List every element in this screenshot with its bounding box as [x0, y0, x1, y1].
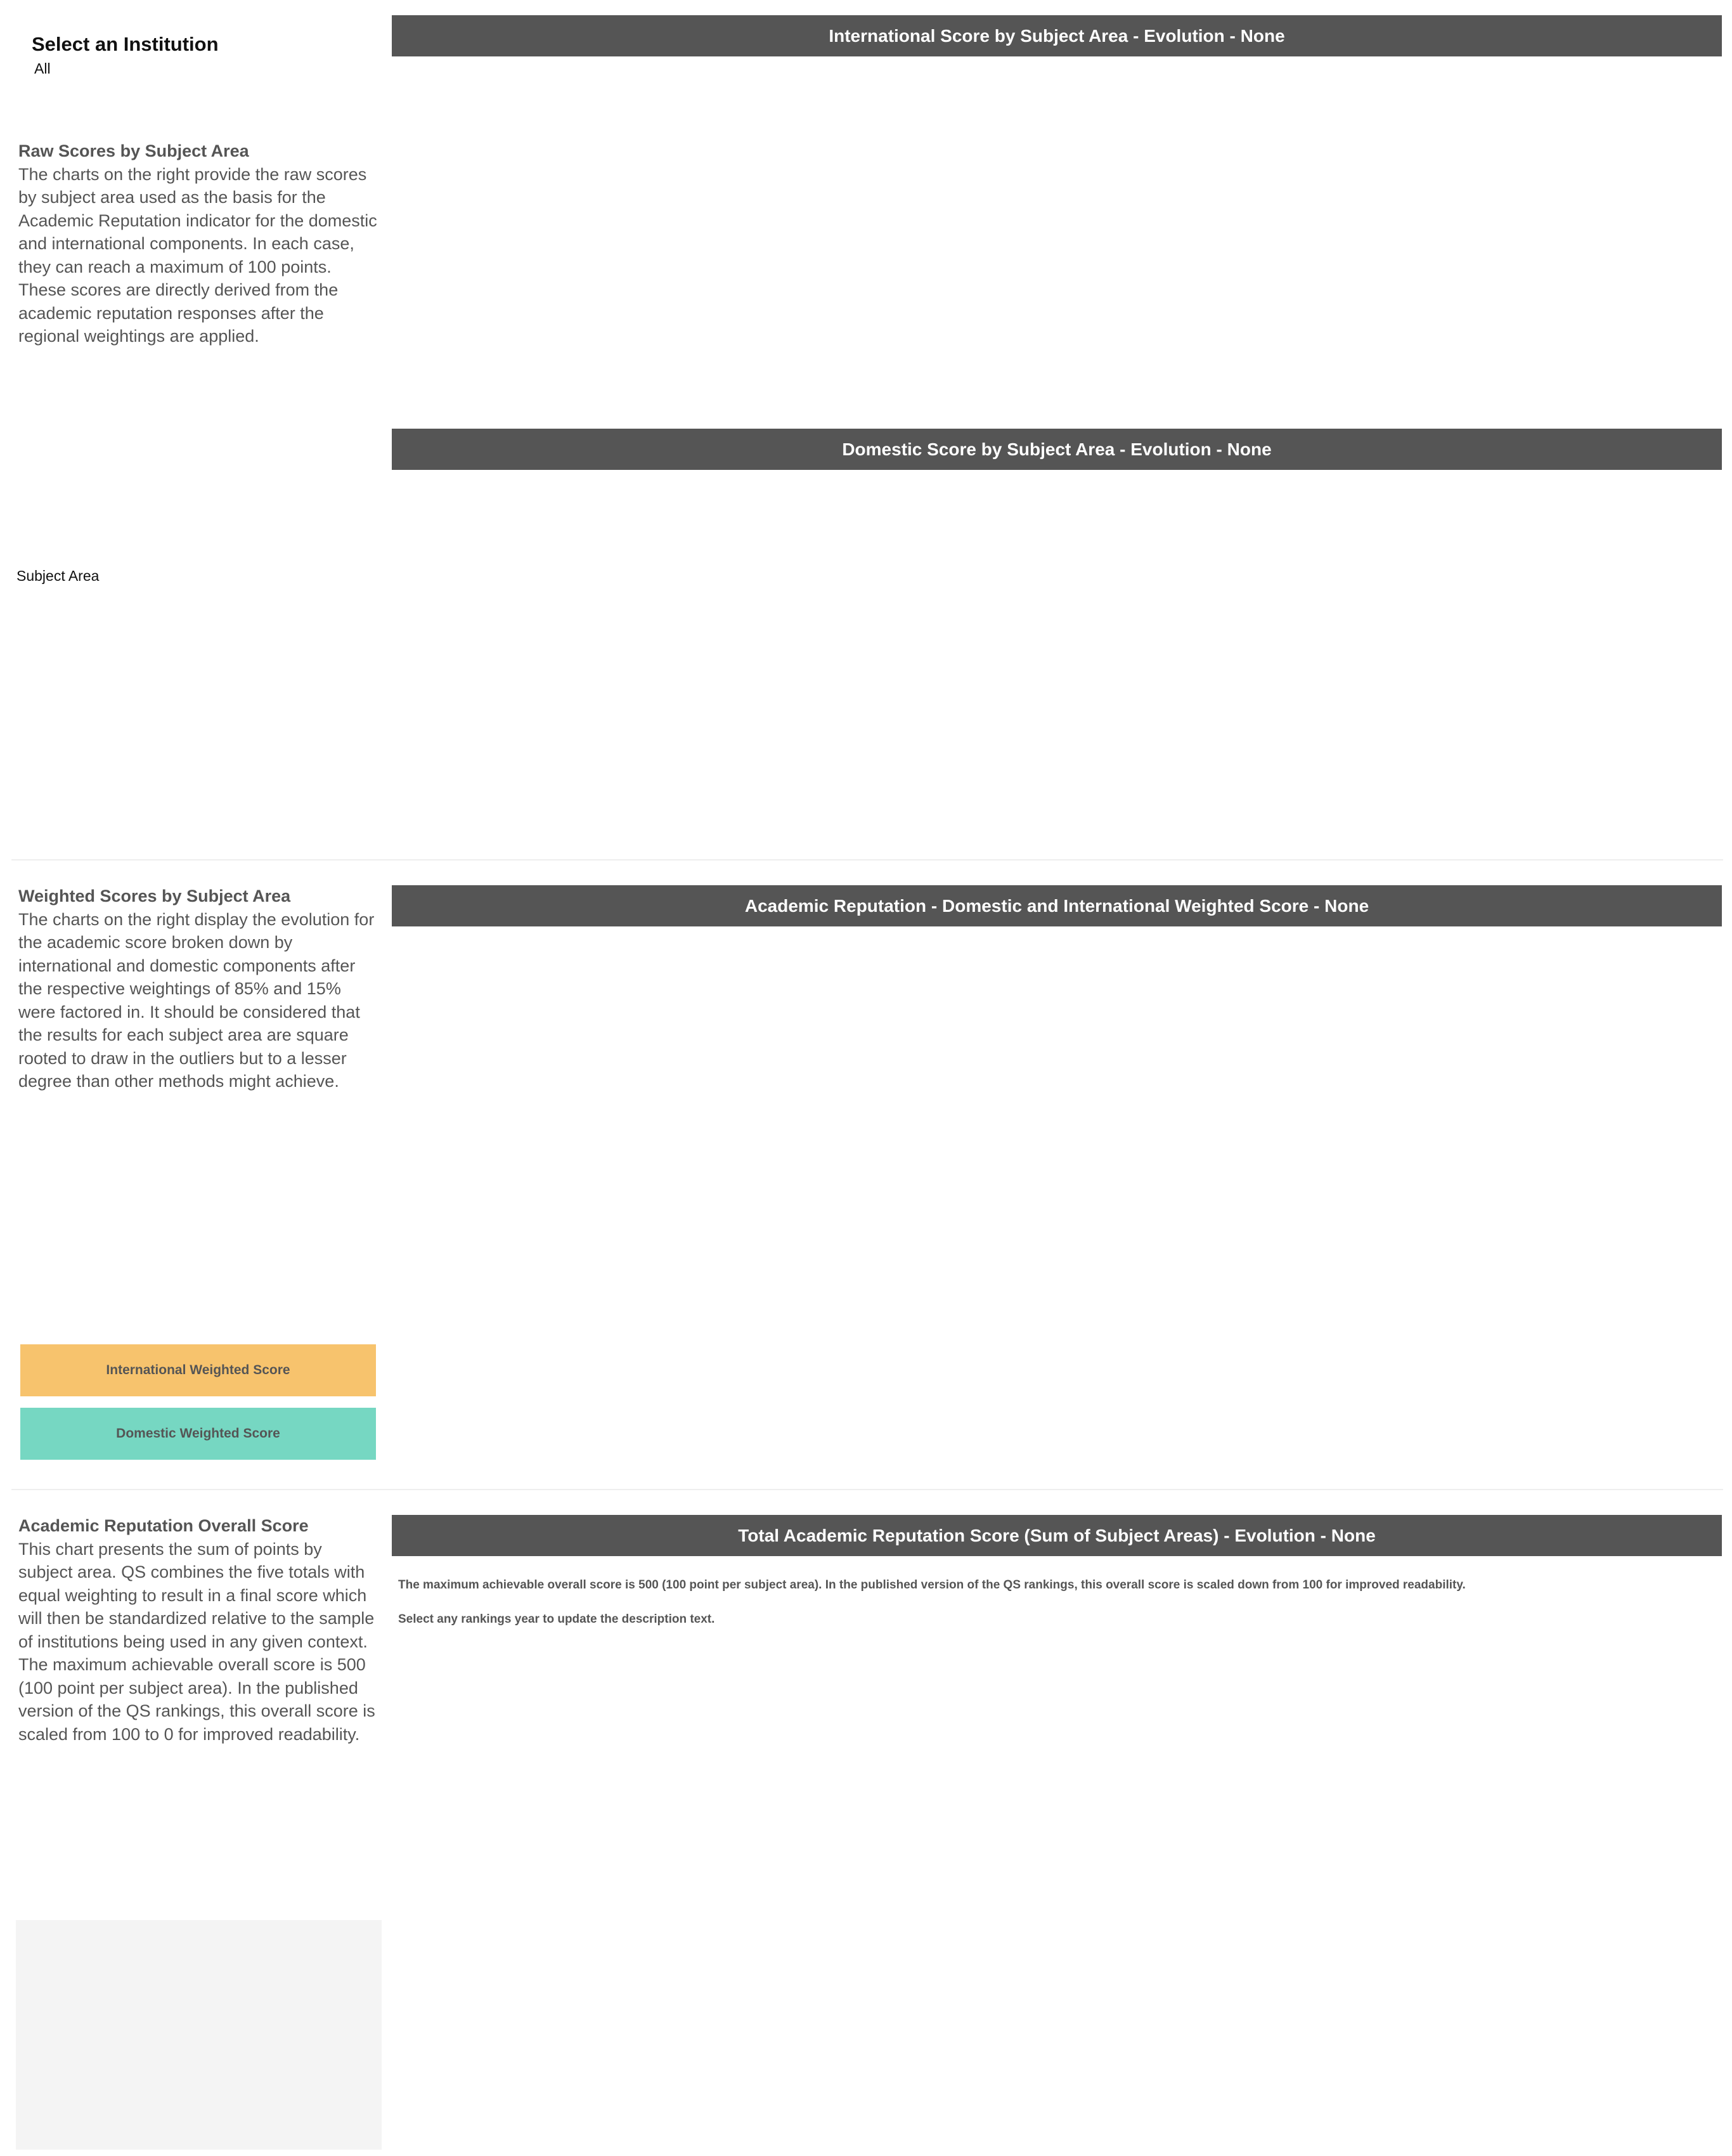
domestic-score-chart-header: Domestic Score by Subject Area - Evolution - None: [392, 429, 1722, 470]
placeholder-panel: [16, 1920, 382, 2150]
domestic-score-chart: [392, 470, 1722, 850]
overall-score-body: This chart presents the sum of points by subject area. QS combines the five totals with equal weighting to result in a final score which will then be standardized relative to the sample of institutions being used in any given context. The maximum achievable overall score is 500 (100 point per subject area). In the published version of the QS rankings, this overall score is scaled from 100 to 0 for improved readability.: [18, 1539, 375, 1744]
weighted-score-chart: [392, 926, 1722, 1478]
international-score-chart: [392, 56, 1722, 424]
rankings-year-hint: Select any rankings year to update the description text.: [398, 1613, 715, 1626]
total-score-note: The maximum achievable overall score is 500 (100 point per subject area). In the published version of the QS rankings, this overall score is scaled down from 100 for improved readability.: [398, 1578, 1466, 1592]
raw-scores-heading: Raw Scores by Subject Area: [18, 141, 249, 160]
raw-scores-description: [18, 140, 380, 348]
raw-scores-body: The charts on the right provide the raw scores by subject area used as the basis for the Academic Reputation indicator for the domestic and international components. In each case, they can reach a maximum of 100 points. These scores are directly derived from the academic reputation responses after the regional weightings are applied.: [18, 164, 377, 346]
weighted-scores-heading: Weighted Scores by Subject Area: [18, 886, 291, 906]
weighted-scores-body: The charts on the right display the evolution for the academic score broken down by international and domestic components after the respective weightings of 85% and 15% were factored in. It should be considered that the results for each subject area are square rooted to draw in the outliers but to a lesser degree than other methods might achieve.: [18, 909, 375, 1091]
international-score-chart-header: International Score by Subject Area - Evolution - None: [392, 15, 1722, 56]
overall-score-heading: Academic Reputation Overall Score: [18, 1516, 309, 1535]
institution-filter-title: Select an Institution: [32, 33, 219, 55]
total-score-chart-header: Total Academic Reputation Score (Sum of Subject Areas) - Evolution - None: [392, 1515, 1722, 1556]
international-weighted-score-legend-button[interactable]: International Weighted Score: [20, 1344, 376, 1396]
weighted-scores-description: [18, 885, 380, 1093]
weighted-score-chart-header: Academic Reputation - Domestic and International Weighted Score - None: [392, 885, 1722, 926]
domestic-weighted-score-legend-button[interactable]: Domestic Weighted Score: [20, 1408, 376, 1460]
section-divider: [11, 859, 1723, 860]
subject-area-filter-label[interactable]: Subject Area: [16, 568, 100, 584]
overall-score-description: [18, 1514, 380, 1746]
total-score-chart: [392, 1556, 1722, 2146]
section-divider: [11, 1489, 1723, 1490]
institution-filter-value[interactable]: All: [34, 60, 51, 77]
